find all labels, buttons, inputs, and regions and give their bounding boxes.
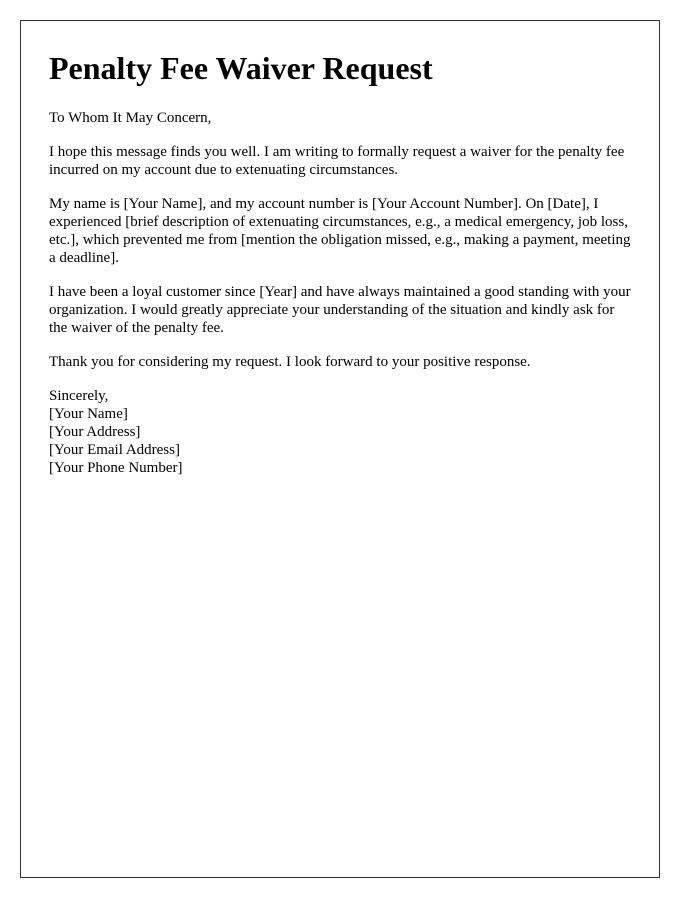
signature-name: [Your Name] [49,406,128,422]
letter-title: Penalty Fee Waiver Request [49,50,433,86]
signature-email: [Your Email Address] [49,442,180,458]
signature-address: [Your Address] [49,424,141,440]
letter-paragraph-circumstances: My name is [Your Name], and my account number is [Your Account Number]. On [Date], I experienced [brief description of extenuating circumstances, e.g., a medical emergency, job loss, etc.], which prevented me from [mention the obligation missed, e.g., making a payment, meeting a deadline]. [49,196,631,266]
letter-paragraph-loyalty: I have been a loyal customer since [Year] and have always maintained a good standing with your organization. I would greatly appreciate your understanding of the situation and kindly ask for the waiver of the penalty fee. [49,284,631,336]
letter-paragraph-thanks: Thank you for considering my request. I look forward to your positive response. [49,354,531,370]
letter-closing: Sincerely, [49,388,109,404]
letter-signature-block [49,387,631,477]
letter-page [20,20,660,878]
letter-greeting: To Whom It May Concern, [49,110,212,126]
signature-phone: [Your Phone Number] [49,460,183,476]
letter-paragraph-intro: I hope this message finds you well. I am writing to formally request a waiver for the penalty fee incurred on my account due to extenuating circumstances. [49,144,625,178]
